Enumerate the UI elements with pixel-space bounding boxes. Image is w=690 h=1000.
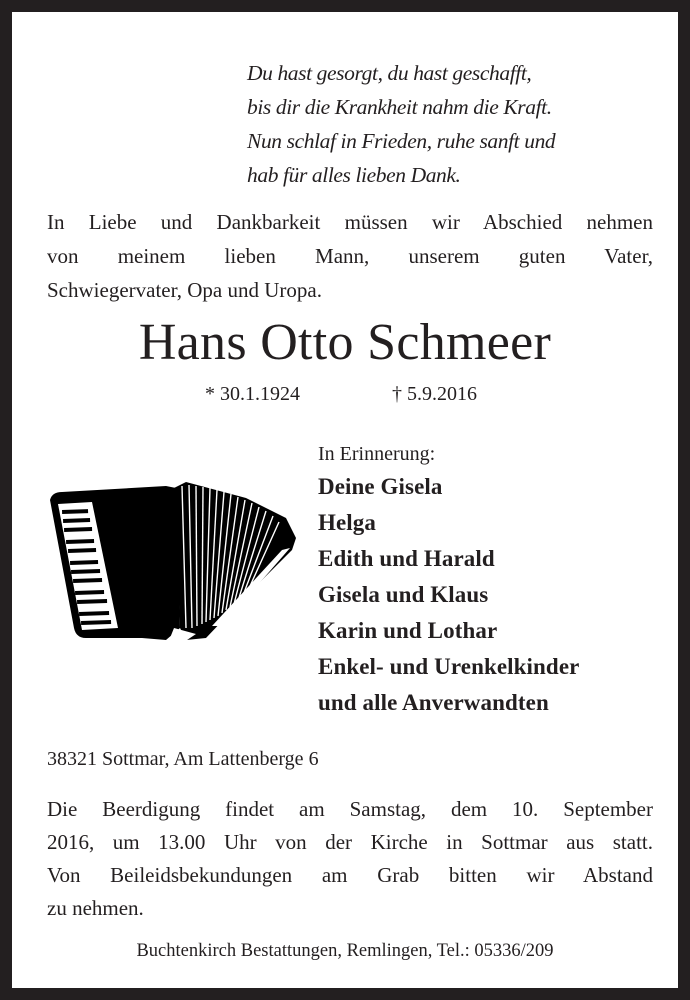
accordion-icon — [46, 478, 298, 648]
mourner: Gisela und Klaus — [318, 582, 489, 607]
funeral-line: Von Beileidsbekundungen am Grab bitten wir Abstand — [47, 863, 653, 887]
memorial-poem — [247, 56, 555, 192]
mourners-lead: In Erinnerung: — [318, 443, 436, 465]
poem-line: bis dir die Krankheit nahm die Kraft. — [247, 95, 552, 119]
mourner: Deine Gisela — [318, 474, 443, 499]
intro-line: In Liebe und Dankbarkeit müssen wir Abschied nehmen — [47, 210, 653, 234]
intro-line: von meinem lieben Mann, unserem guten Vater, — [47, 244, 653, 268]
deceased-name: Hans Otto Schmeer — [138, 314, 552, 371]
mourner: Helga — [318, 510, 376, 535]
mourner: Karin und Lothar — [318, 618, 498, 643]
funeral-details — [47, 793, 653, 925]
death-date: † 5.9.2016 — [392, 383, 477, 405]
mourners-list — [318, 439, 579, 721]
intro-line: Schwiegervater, Opa und Uropa. — [47, 278, 322, 302]
funeral-line: Die Beerdigung findet am Samstag, dem 10. September — [47, 797, 653, 821]
mourner: und alle Anverwandten — [318, 690, 549, 715]
obituary-notice — [12, 12, 678, 988]
mourner: Edith und Harald — [318, 546, 495, 571]
poem-line: Nun schlaf in Frieden, ruhe sanft und — [247, 129, 556, 153]
farewell-intro — [47, 205, 653, 307]
family-address: 38321 Sottmar, Am Lattenberge 6 — [47, 748, 319, 770]
undertaker-info: Buchtenkirch Bestattungen, Remlingen, Tel.: 05336/209 — [136, 941, 554, 961]
funeral-line: 2016, um 13.00 Uhr von der Kirche in Sottmar aus statt. — [47, 830, 653, 854]
funeral-line: zu nehmen. — [47, 896, 144, 920]
poem-line: Du hast gesorgt, du hast geschafft, — [247, 61, 532, 85]
birth-date: * 30.1.1924 — [205, 383, 300, 405]
mourner: Enkel- und Urenkelkinder — [318, 654, 580, 679]
poem-line: hab für alles lieben Dank. — [247, 163, 461, 187]
